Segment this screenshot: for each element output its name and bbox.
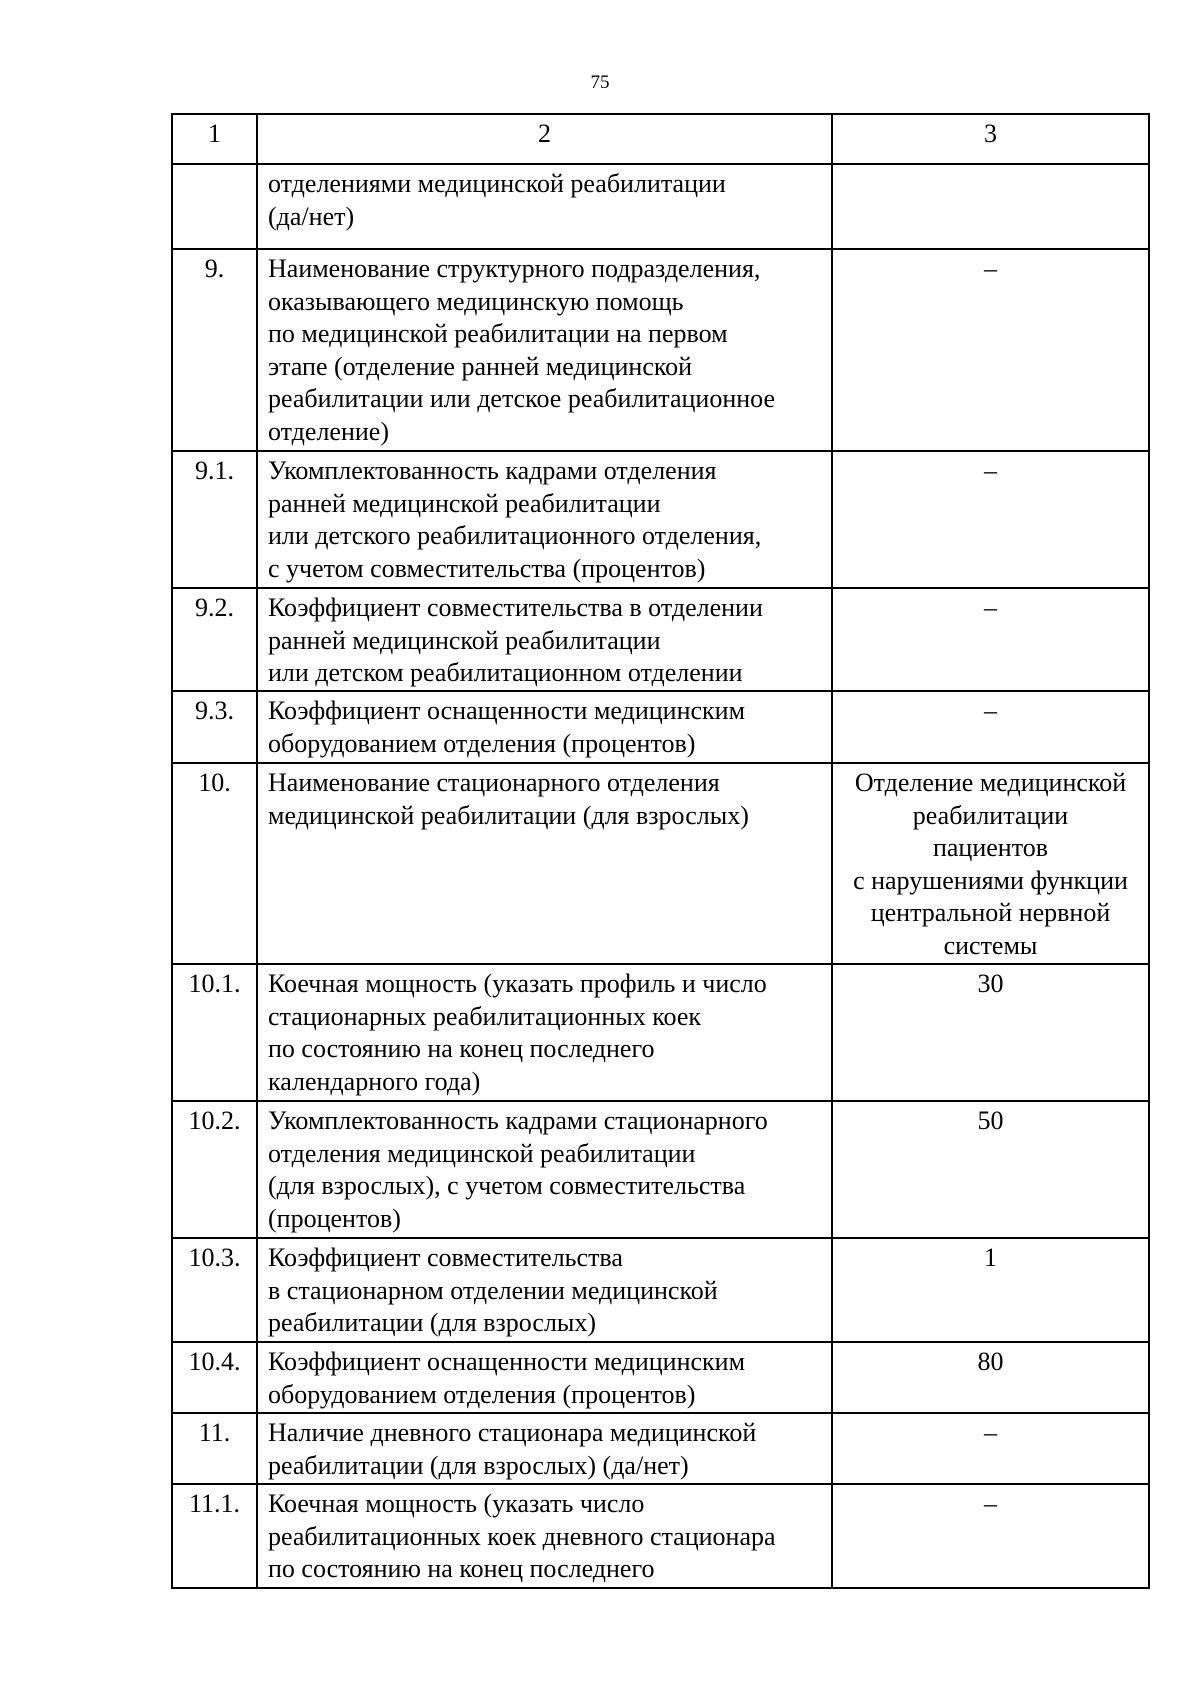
row-value <box>832 164 1149 249</box>
table-row <box>172 451 1149 588</box>
row-number: 10.1. <box>172 964 257 1101</box>
row-description: Наличие дневного стационара медицинской реабилитации (для взрослых) (да/нет) <box>257 1413 832 1484</box>
row-value: 80 <box>832 1342 1149 1413</box>
row-value: 50 <box>832 1101 1149 1238</box>
row-description: Наименование стационарного отделения медицинской реабилитации (для взрослых) <box>257 763 832 964</box>
row-number: 10. <box>172 763 257 964</box>
row-description: Коэффициент совместительства в стационарном отделении медицинской реабилитации (для взрослых) <box>257 1238 832 1342</box>
row-value: – <box>832 249 1149 451</box>
table-row <box>172 964 1149 1101</box>
table-row <box>172 588 1149 691</box>
row-description: Коэффициент оснащенности медицинским оборудованием отделения (процентов) <box>257 691 832 763</box>
row-number <box>172 164 257 249</box>
row-number: 10.2. <box>172 1101 257 1238</box>
row-number: 9.2. <box>172 588 257 691</box>
row-value: 1 <box>832 1238 1149 1342</box>
row-number: 9. <box>172 249 257 451</box>
table-row <box>172 1238 1149 1342</box>
row-value: – <box>832 1413 1149 1484</box>
table-row <box>172 1101 1149 1238</box>
table-row <box>172 164 1149 249</box>
column-header: 3 <box>832 114 1149 164</box>
row-number: 11. <box>172 1413 257 1484</box>
table-row <box>172 691 1149 763</box>
page-number: 75 <box>590 72 610 93</box>
row-description: Коечная мощность (указать число реабилитационных коек дневного стационара по состоянию на конец последнего <box>257 1484 832 1588</box>
row-number: 9.1. <box>172 451 257 588</box>
row-value: – <box>832 588 1149 691</box>
row-number: 10.3. <box>172 1238 257 1342</box>
row-value: – <box>832 691 1149 763</box>
row-description: Наименование структурного подразделения, оказывающего медицинскую помощь по медицинской реабилитации на первом этапе (отделение ранней медицинской реабилитации или детское реабилитационное отделение) <box>257 249 832 451</box>
indicator-table <box>171 113 1150 1589</box>
table-row <box>172 1413 1149 1484</box>
row-description: Коэффициент оснащенности медицинским оборудованием отделения (процентов) <box>257 1342 832 1413</box>
row-number: 10.4. <box>172 1342 257 1413</box>
row-description: Укомплектованность кадрами стационарного отделения медицинской реабилитации (для взрослых), с учетом совместительства (процентов) <box>257 1101 832 1238</box>
column-header: 1 <box>172 114 257 164</box>
row-value: Отделение медицинской реабилитации пациентов с нарушениями функции центральной нервной системы <box>832 763 1149 964</box>
row-description: Укомплектованность кадрами отделения ранней медицинской реабилитации или детского реабилитационного отделения, с учетом совместительства (процентов) <box>257 451 832 588</box>
table-header-row <box>172 114 1149 164</box>
table-row <box>172 1484 1149 1588</box>
row-value: 30 <box>832 964 1149 1101</box>
row-description: Коэффициент совместительства в отделении ранней медицинской реабилитации или детском реабилитационном отделении <box>257 588 832 691</box>
row-number: 9.3. <box>172 691 257 763</box>
column-header: 2 <box>257 114 832 164</box>
row-value: – <box>832 451 1149 588</box>
table-row <box>172 1342 1149 1413</box>
table-row <box>172 763 1149 964</box>
row-description: отделениями медицинской реабилитации (да/нет) <box>257 164 832 249</box>
table-row <box>172 249 1149 451</box>
row-description: Коечная мощность (указать профиль и число стационарных реабилитационных коек по состоянию на конец последнего календарного года) <box>257 964 832 1101</box>
row-value: – <box>832 1484 1149 1588</box>
row-number: 11.1. <box>172 1484 257 1588</box>
